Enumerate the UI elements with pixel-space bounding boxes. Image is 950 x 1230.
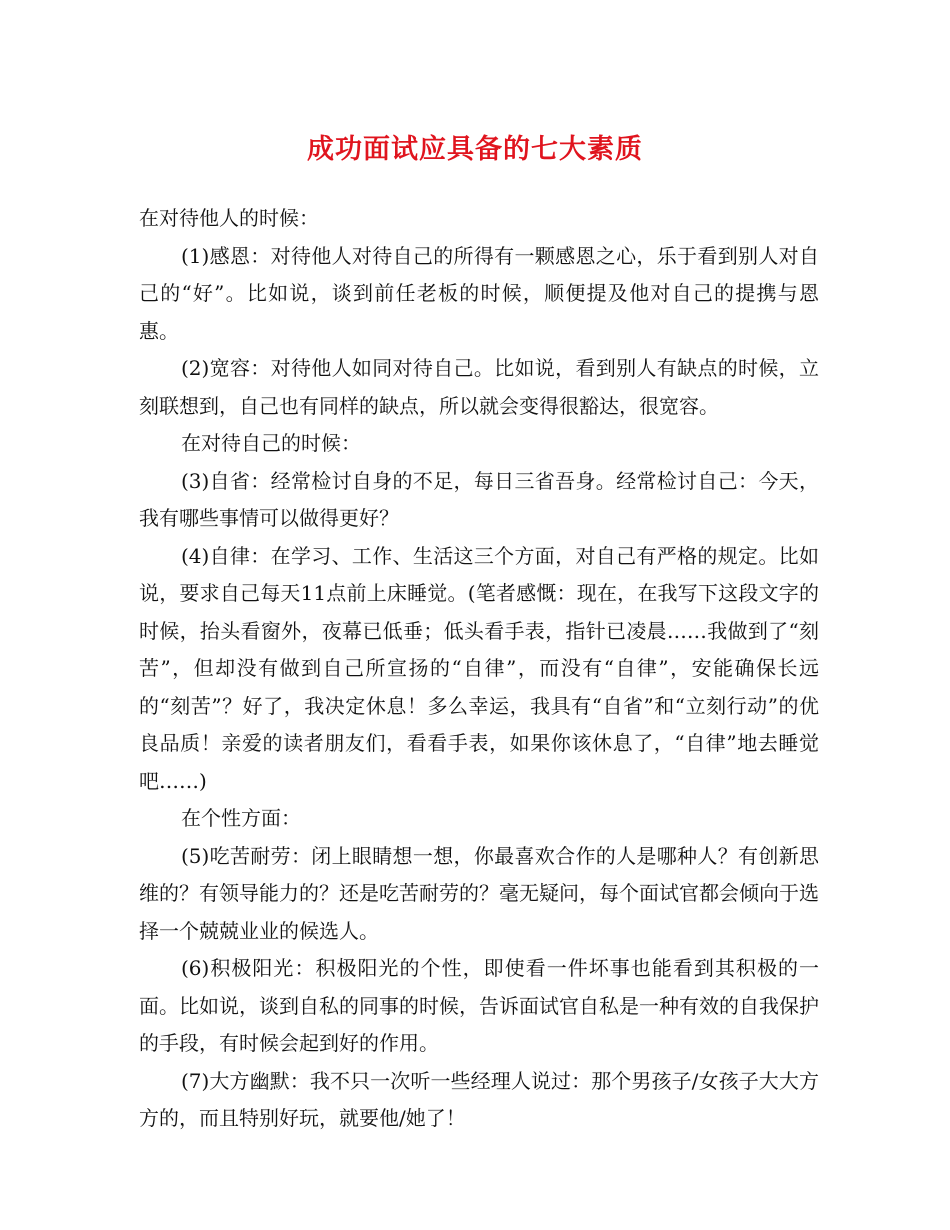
paragraph: 在对待他人的时候： <box>139 206 319 230</box>
paragraph: (5)吃苦耐劳：闭上眼睛想一想，你最喜欢合作的人是哪种人？有创新思维的？有领导能力的？还是吃苦耐劳的？毫无疑问，每个面试官都会倾向于选择一个兢兢业业的候选人。 <box>139 843 819 943</box>
paragraph: (2)宽容：对待他人如同对待自己。比如说，看到别人有缺点的时候，立刻联想到，自己也有同样的缺点，所以就会变得很豁达，很宽容。 <box>139 356 819 418</box>
paragraph: (7)大方幽默：我不只一次听一些经理人说过：那个男孩子/女孩子大大方方的，而且特别好玩，就要他/她了！ <box>139 1068 819 1130</box>
paragraph: 在对待自己的时候： <box>181 431 361 455</box>
paragraph: (4)自律：在学习、工作、生活这三个方面，对自己有严格的规定。比如说，要求自己每天11点前上床睡觉。(笔者感慨：现在，在我写下这段文字的时候，抬头看窗外，夜幕已低垂；低头看手表，指针已凌晨……我做到了“刻苦”，但却没有做到自己所宣扬的“自律”，而没有“自律”，安能确保长远的“刻苦”？好了，我决定休息！多么幸运，我具有“自省”和“立刻行动”的优良品质！亲爱的读者朋友们，看看手表，如果你该休息了，“自律”地去睡觉吧……) <box>139 543 819 793</box>
paragraph: 在个性方面： <box>181 806 301 830</box>
document-body <box>139 200 819 1138</box>
paragraph: (1)感恩：对待他人对待自己的所得有一颗感恩之心，乐于看到别人对自己的“好”。比如说，谈到前任老板的时候，顺便提及他对自己的提携与恩惠。 <box>139 243 819 343</box>
document-title: 成功面试应具备的七大素质 <box>307 134 643 165</box>
paragraph: (3)自省：经常检讨自身的不足，每日三省吾身。经常检讨自己：今天，我有哪些事情可以做得更好？ <box>139 468 819 530</box>
paragraph: (6)积极阳光：积极阳光的个性，即使看一件坏事也能看到其积极的一面。比如说，谈到自私的同事的时候，告诉面试官自私是一种有效的自我保护的手段，有时候会起到好的作用。 <box>139 956 819 1055</box>
